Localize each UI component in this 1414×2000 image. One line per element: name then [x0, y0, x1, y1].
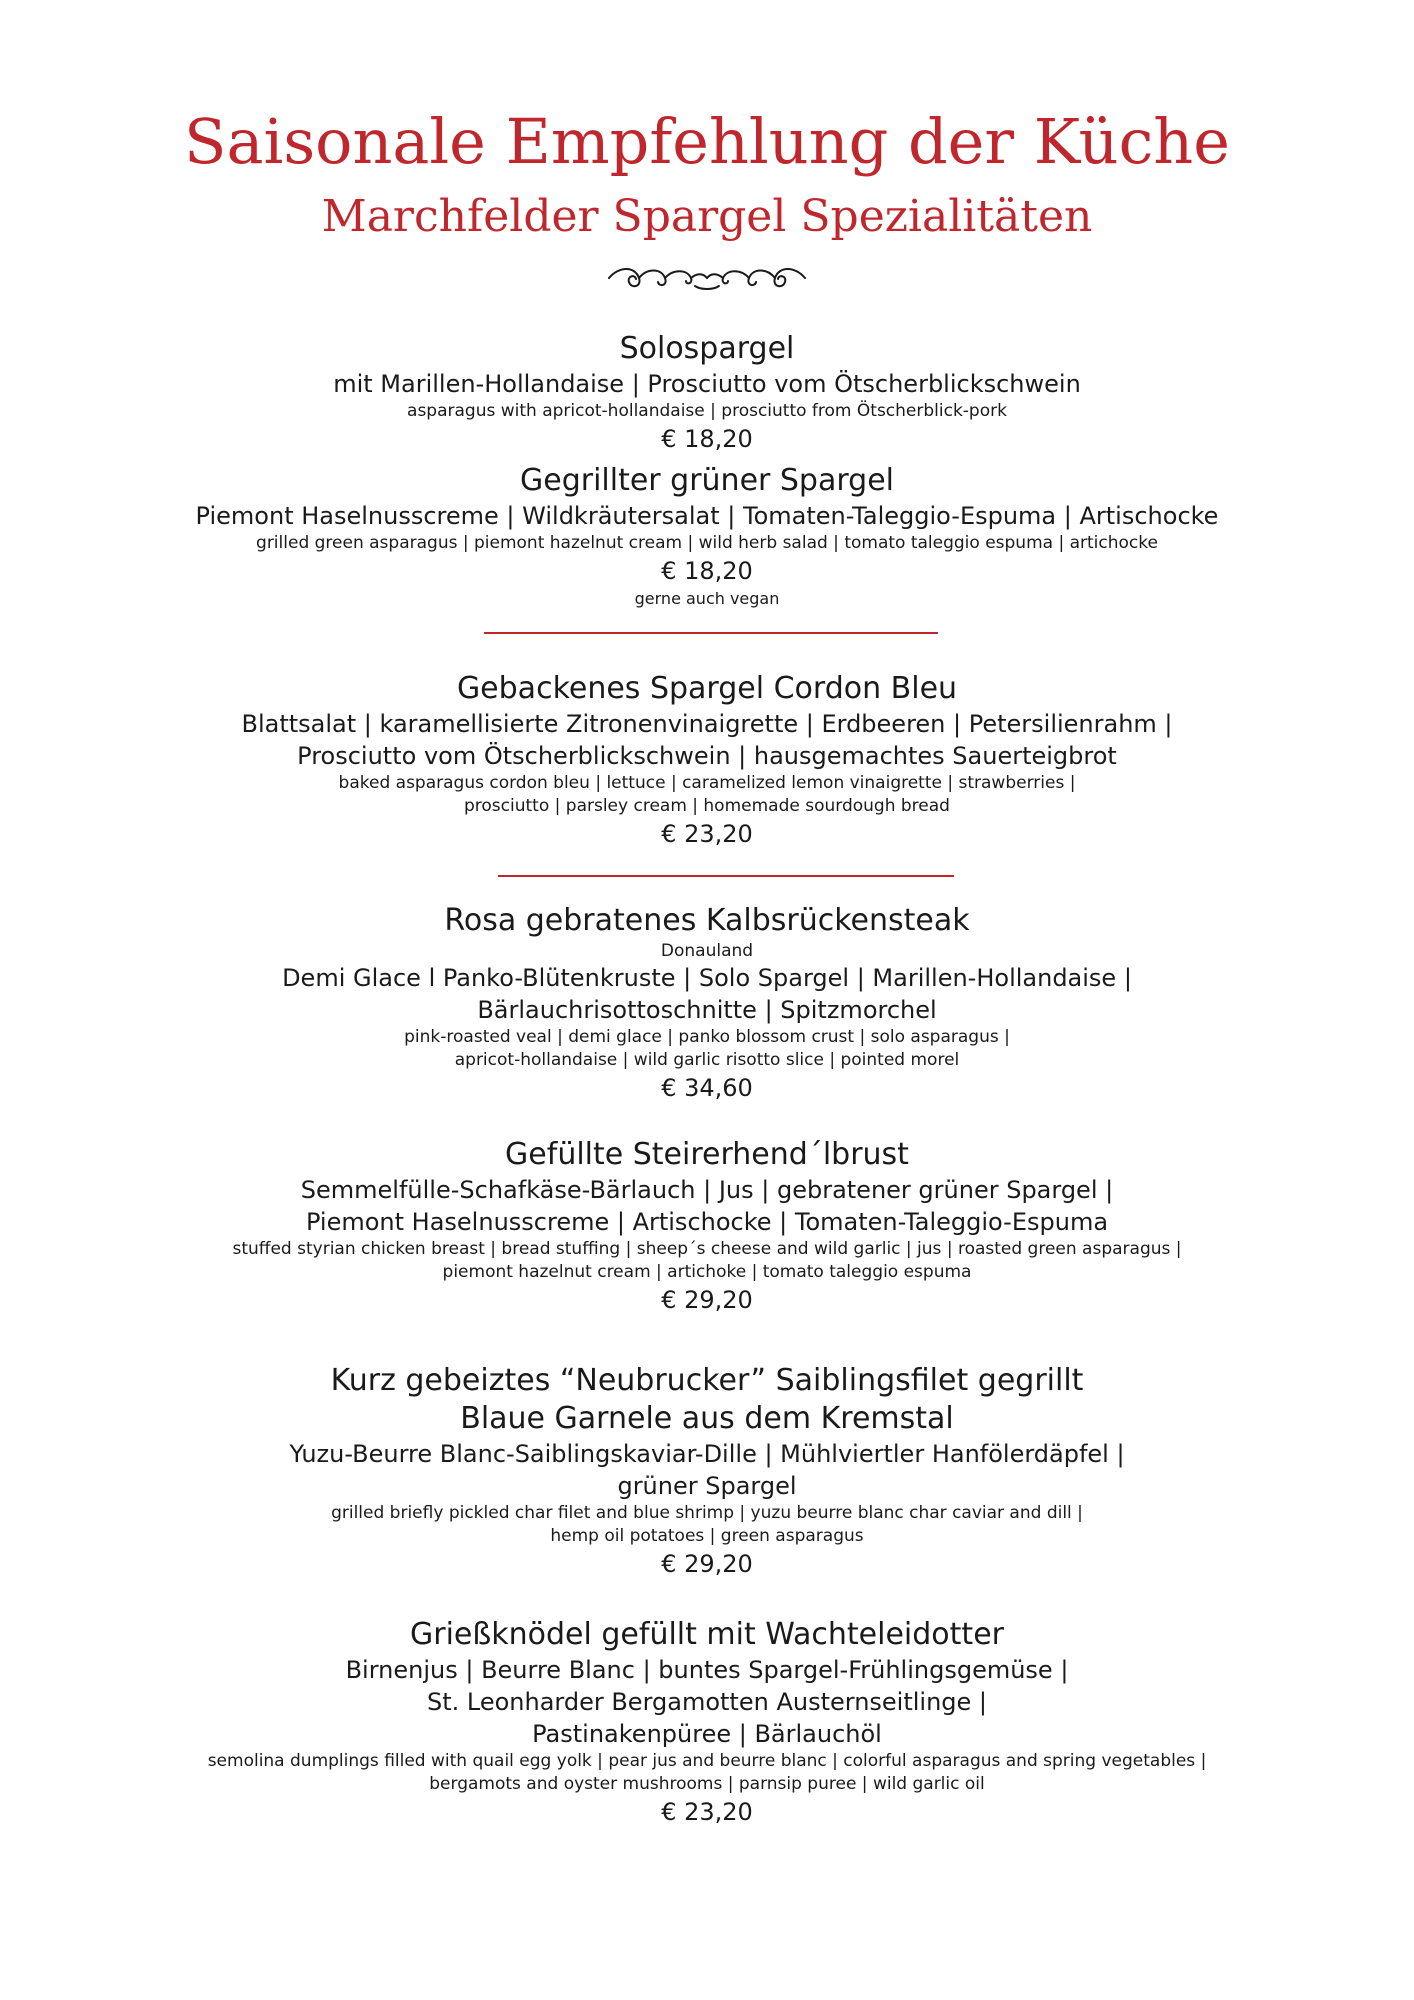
dish-price: € 29,20	[661, 1286, 753, 1314]
dish-english-description: prosciutto | parsley cream | homemade sourdough bread	[464, 796, 950, 816]
dish-name: Solospargel	[619, 331, 795, 366]
dish-english-description: grilled briefly pickled char filet and blue shrimp | yuzu beurre blanc char caviar and dill |	[331, 1503, 1083, 1523]
dish-description: Birnenjus | Beurre Blanc | buntes Spargel-Frühlingsgemüse |	[345, 1656, 1069, 1684]
dish-english-description: stuffed styrian chicken breast | bread stuffing | sheep´s cheese and wild garlic | jus | roasted green asparagus |	[232, 1239, 1182, 1259]
section-divider	[498, 875, 954, 877]
dish-description: Blattsalat | karamellisierte Zitronenvinaigrette | Erdbeeren | Petersilienrahm |	[241, 710, 1173, 738]
section-divider	[484, 632, 938, 634]
dish-english-description: baked asparagus cordon bleu | lettuce | caramelized lemon vinaigrette | strawberries |	[338, 773, 1076, 793]
dish-description: Pastinakenpüree | Bärlauchöl	[532, 1720, 882, 1748]
page-title: Saisonale Empfehlung der Küche	[184, 105, 1230, 178]
dish-spargel-cordon-bleu	[0, 670, 1414, 850]
dish-description: Bärlauchrisottoschnitte | Spitzmorchel	[477, 996, 937, 1024]
dish-price: € 18,20	[661, 557, 753, 585]
dish-english-description: semolina dumplings filled with quail egg yolk | pear jus and beurre blanc | colorful asparagus and spring vegetables |	[207, 1751, 1207, 1771]
dish-steirerhendlbrust	[0, 1136, 1414, 1316]
dish-description: Demi Glace l Panko-Blütenkruste | Solo Spargel | Marillen-Hollandaise |	[282, 964, 1132, 992]
dish-price: € 23,20	[661, 820, 753, 848]
dish-description: mit Marillen-Hollandaise | Prosciutto vom Ötscherblickschwein	[333, 370, 1081, 398]
dish-english-description: apricot-hollandaise | wild garlic risotto slice | pointed morel	[454, 1050, 960, 1070]
flourish-ornament-icon	[605, 256, 809, 294]
dish-gegrillter-gruener-spargel	[0, 462, 1414, 611]
dish-name: Kurz gebeiztes “Neubrucker” Saiblingsfilet gegrillt	[330, 1363, 1084, 1398]
dish-english-description: grilled green asparagus | piemont hazelnut cream | wild herb salad | tomato taleggio espuma | artichocke	[256, 533, 1158, 553]
dish-solospargel	[0, 330, 1414, 455]
dish-description: Yuzu-Beurre Blanc-Saiblingskaviar-Dille | Mühlviertler Hanfölerdäpfel |	[289, 1440, 1125, 1468]
dish-origin: Donauland	[660, 941, 754, 961]
dish-price: € 29,20	[661, 1550, 753, 1578]
dish-description: Piemont Haselnusscreme | Artischocke | Tomaten-Taleggio-Espuma	[305, 1208, 1109, 1236]
dish-name: Gegrillter grüner Spargel	[519, 463, 895, 498]
dish-english-description: pink-roasted veal | demi glace | panko blossom crust | solo asparagus |	[404, 1027, 1010, 1047]
dish-description: Piemont Haselnusscreme | Wildkräutersalat | Tomaten-Taleggio-Espuma | Artischocke	[195, 502, 1219, 530]
dish-note: gerne auch vegan	[634, 589, 780, 608]
dish-price: € 34,60	[661, 1074, 753, 1102]
dish-english-description: asparagus with apricot-hollandaise | prosciutto from Ötscherblick-pork	[407, 401, 1007, 421]
dish-price: € 23,20	[661, 1798, 753, 1826]
dish-saiblingsfilet	[0, 1362, 1414, 1580]
dish-english-description: piemont hazelnut cream | artichoke | tomato taleggio espuma	[442, 1262, 972, 1282]
dish-kalbsrueckensteak	[0, 902, 1414, 1104]
dish-name-secondary: Blaue Garnele aus dem Kremstal	[460, 1401, 954, 1436]
dish-name: Gebackenes Spargel Cordon Bleu	[456, 671, 958, 706]
dish-price: € 18,20	[661, 425, 753, 453]
dish-name: Gefüllte Steirerhend´lbrust	[505, 1137, 909, 1172]
dish-description: Semmelfülle-Schafkäse-Bärlauch | Jus | gebratener grüner Spargel |	[300, 1176, 1114, 1204]
dish-name: Grießknödel gefüllt mit Wachteleidotter	[410, 1617, 1004, 1652]
dish-description: Prosciutto vom Ötscherblickschwein | hausgemachtes Sauerteigbrot	[297, 742, 1117, 770]
dish-griessknoedel	[0, 1616, 1414, 1828]
dish-name: Rosa gebratenes Kalbsrückensteak	[444, 903, 970, 938]
dish-description: grüner Spargel	[617, 1472, 797, 1500]
dish-english-description: hemp oil potatoes | green asparagus	[550, 1526, 864, 1546]
dish-english-description: bergamots and oyster mushrooms | parnsip puree | wild garlic oil	[429, 1774, 985, 1794]
page-subtitle: Marchfelder Spargel Spezialitäten	[321, 191, 1093, 242]
dish-description: St. Leonharder Bergamotten Austernseitlinge |	[426, 1688, 988, 1716]
